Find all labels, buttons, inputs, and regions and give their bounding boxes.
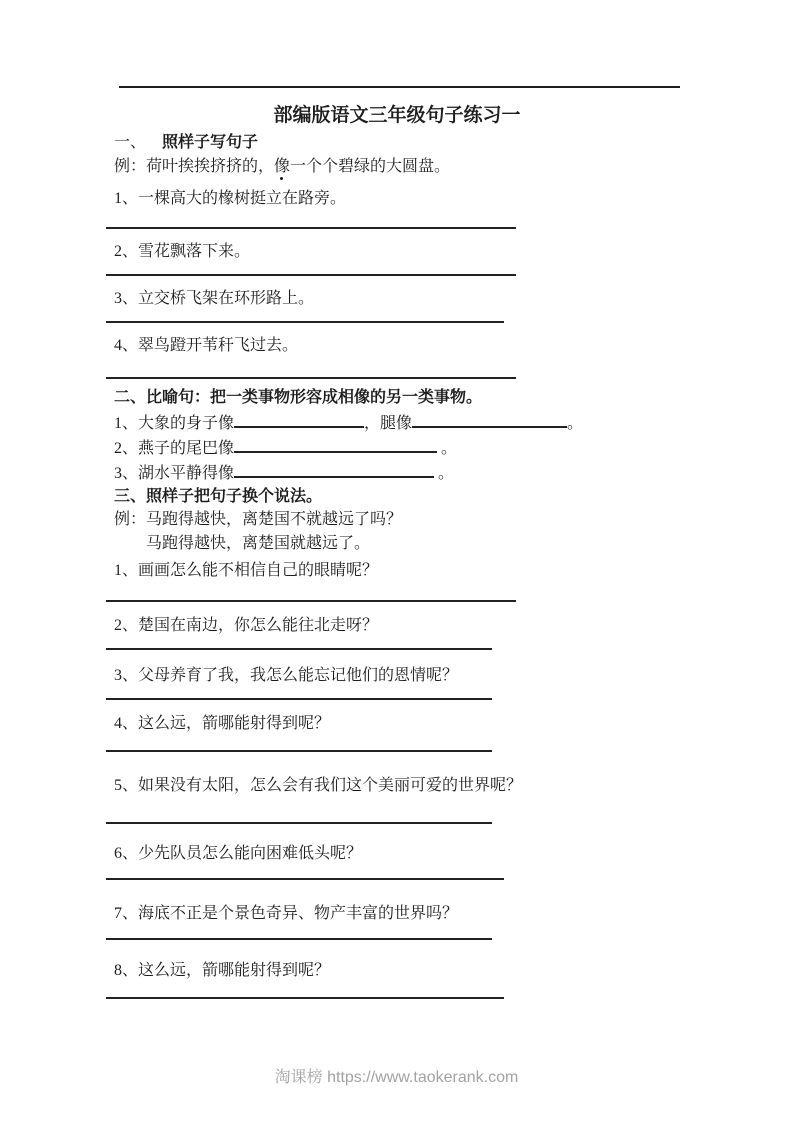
question-item: 2、楚国在南边，你怎么能往北走呀？	[114, 617, 379, 634]
fill-blank-item	[114, 463, 680, 485]
inline-blank	[412, 413, 567, 428]
answer-line	[106, 698, 492, 700]
section-1-title: 照样子写句子	[162, 134, 259, 151]
question-item: 6、少先队员怎么能向困难低头呢？	[114, 845, 363, 862]
section-1-number: 一、	[114, 134, 147, 151]
question-item: 7、海底不正是个景色奇异、物产丰富的世界吗？	[114, 905, 459, 922]
page-title: 部编版语文三年级句子练习一	[273, 105, 521, 126]
answer-line	[106, 997, 504, 999]
item-text: ，腿像	[364, 415, 413, 432]
inline-blank	[234, 413, 364, 428]
answer-line	[106, 878, 504, 880]
question-item: 8、这么远，箭哪能射得到呢？	[114, 962, 331, 979]
section-1-example	[114, 156, 680, 178]
example-text-pre: 例：荷叶挨挨挤挤的，	[114, 158, 275, 175]
question-item: 2、雪花飘落下来。	[114, 243, 251, 260]
question-item: 1、一棵高大的橡树挺立在路旁。	[114, 190, 347, 207]
section-3-example-line2: 马跑得越快，离楚国就越远了。	[146, 535, 371, 552]
item-text: 2、燕子的尾巴像	[114, 440, 235, 457]
answer-line	[106, 600, 516, 602]
answer-line	[106, 227, 516, 229]
section-3-heading: 三、照样子把句子换个说法。	[114, 488, 323, 505]
inline-blank	[234, 438, 437, 453]
header-divider	[119, 86, 680, 88]
footer-watermark: 淘课榜 https://www.taokerank.com	[274, 1069, 519, 1086]
answer-line	[106, 377, 516, 379]
answer-line	[106, 938, 492, 940]
answer-line	[106, 274, 516, 276]
answer-line	[106, 321, 504, 323]
example-text-post: 一个个碧绿的大圆盘。	[290, 158, 451, 175]
inline-blank	[234, 463, 434, 478]
question-item: 4、翠鸟蹬开苇秆飞过去。	[114, 337, 299, 354]
item-text: 。	[437, 440, 458, 457]
fill-blank-item	[114, 413, 680, 435]
answer-line	[106, 750, 492, 752]
section-3-example-line1: 例：马跑得越快，离楚国不就越远了吗？	[114, 511, 403, 528]
item-text: 3、湖水平静得像	[114, 465, 235, 482]
item-text: 。	[434, 465, 455, 482]
section-1-heading	[114, 132, 680, 154]
emphasized-char: 像	[274, 158, 291, 175]
question-item: 3、立交桥飞架在环形路上。	[114, 290, 315, 307]
question-item: 1、画画怎么能不相信自己的眼睛呢？	[114, 562, 379, 579]
question-item: 3、父母养育了我，我怎么能忘记他们的恩情呢？	[114, 667, 459, 684]
item-text: 1、大象的身子像	[114, 415, 235, 432]
answer-line	[106, 822, 492, 824]
answer-line	[106, 648, 492, 650]
item-text: 。	[567, 415, 584, 432]
fill-blank-item	[114, 438, 680, 460]
question-item: 5、如果没有太阳，怎么会有我们这个美丽可爱的世界呢？	[114, 777, 523, 794]
question-item: 4、这么远，箭哪能射得到呢？	[114, 715, 331, 732]
section-2-heading: 二、比喻句：把一类事物形容成相像的另一类事物。	[114, 389, 483, 406]
page-content	[0, 86, 680, 999]
